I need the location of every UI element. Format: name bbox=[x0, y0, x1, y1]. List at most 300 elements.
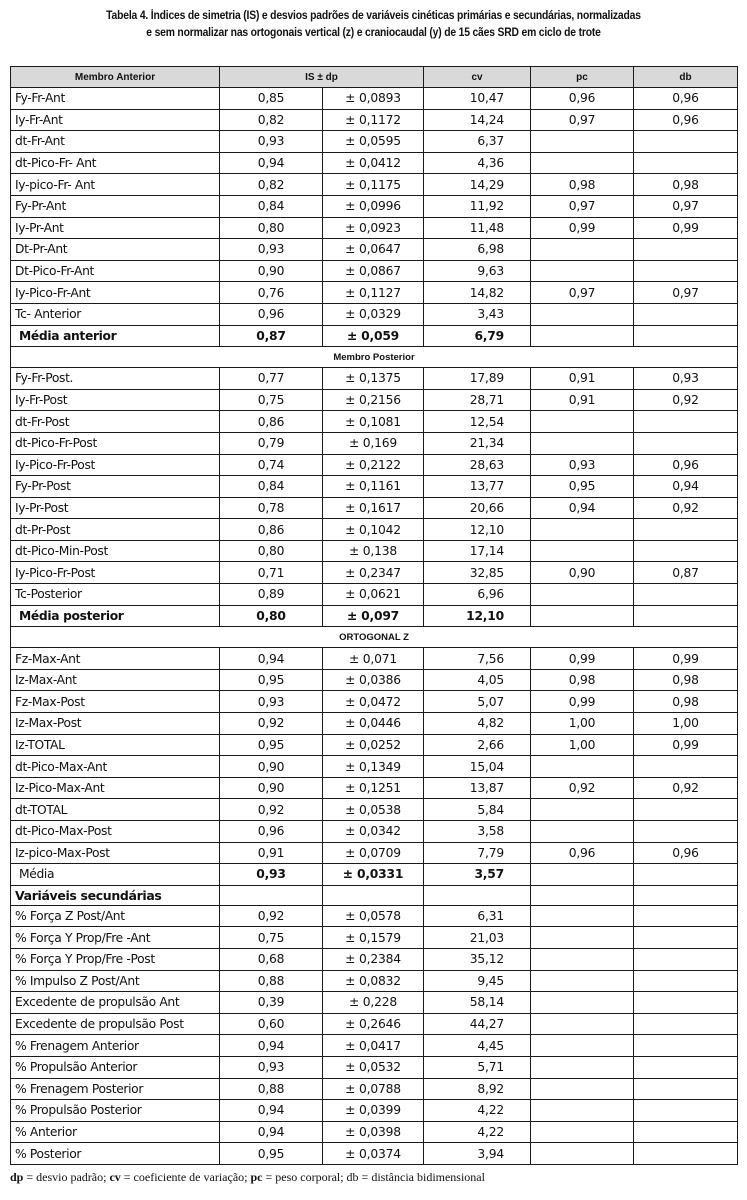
section-title: ORTOGONAL Z bbox=[11, 627, 738, 648]
cv-value: 7,79 bbox=[424, 842, 531, 864]
dp-value: ± 0,2347 bbox=[323, 562, 424, 584]
row-label: % Anterior bbox=[11, 1121, 220, 1143]
cv-value: 3,57 bbox=[424, 864, 531, 886]
db-value: 0,98 bbox=[634, 174, 738, 196]
table-row bbox=[11, 799, 738, 821]
is-value: 0,82 bbox=[220, 109, 323, 131]
pc-value bbox=[531, 1035, 634, 1057]
empty-cell bbox=[424, 885, 531, 905]
pc-value bbox=[531, 260, 634, 282]
cv-value: 44,27 bbox=[424, 1013, 531, 1035]
pc-value bbox=[531, 905, 634, 927]
db-value bbox=[634, 260, 738, 282]
dp-value: ± 0,0867 bbox=[323, 260, 424, 282]
row-label: % Força Y Prop/Fre -Post bbox=[11, 948, 220, 970]
cv-value: 14,82 bbox=[424, 282, 531, 304]
row-label: Fy-Fr-Post. bbox=[11, 368, 220, 390]
db-value bbox=[634, 1100, 738, 1122]
table-row bbox=[11, 239, 738, 261]
db-value bbox=[634, 303, 738, 325]
dp-value: ± 0,0342 bbox=[323, 821, 424, 843]
cv-value: 10,47 bbox=[424, 88, 531, 110]
table-row bbox=[11, 260, 738, 282]
db-value bbox=[634, 239, 738, 261]
db-value: 0,99 bbox=[634, 648, 738, 670]
dp-value: ± 0,1375 bbox=[323, 368, 424, 390]
header-pc: pc bbox=[531, 67, 634, 88]
cv-value: 28,71 bbox=[424, 389, 531, 411]
row-label: dt-Pico-Max-Ant bbox=[11, 756, 220, 778]
pc-value bbox=[531, 605, 634, 627]
cv-value: 28,63 bbox=[424, 454, 531, 476]
caption-line-1: Tabela 4. Índices de simetria (IS) e desvios padrões de variáveis cinéticas primárias e secundárias, normalizadas bbox=[106, 10, 641, 22]
table-row bbox=[11, 1056, 738, 1078]
table-row bbox=[11, 1078, 738, 1100]
pc-value bbox=[531, 411, 634, 433]
cv-value: 9,63 bbox=[424, 260, 531, 282]
row-label: dt-Pr-Post bbox=[11, 519, 220, 541]
db-value: 0,92 bbox=[634, 389, 738, 411]
cv-value: 9,45 bbox=[424, 970, 531, 992]
cv-value: 15,04 bbox=[424, 756, 531, 778]
pc-value: 0,96 bbox=[531, 842, 634, 864]
pc-value bbox=[531, 432, 634, 454]
cv-value: 21,03 bbox=[424, 927, 531, 949]
dp-value: ± 0,0331 bbox=[323, 864, 424, 886]
db-value bbox=[634, 1078, 738, 1100]
dp-value: ± 0,0923 bbox=[323, 217, 424, 239]
db-value bbox=[634, 864, 738, 886]
db-value bbox=[634, 605, 738, 627]
pc-value: 0,91 bbox=[531, 389, 634, 411]
pc-value bbox=[531, 239, 634, 261]
dp-value: ± 0,0412 bbox=[323, 152, 424, 174]
dp-value: ± 0,1081 bbox=[323, 411, 424, 433]
db-value bbox=[634, 799, 738, 821]
pc-value: 0,98 bbox=[531, 669, 634, 691]
row-label: % Propulsão Posterior bbox=[11, 1100, 220, 1122]
is-value: 0,89 bbox=[220, 584, 323, 606]
dp-value: ± 0,2156 bbox=[323, 389, 424, 411]
table-row bbox=[11, 713, 738, 735]
dp-value: ± 0,0578 bbox=[323, 905, 424, 927]
db-value: 0,92 bbox=[634, 497, 738, 519]
cv-value: 5,71 bbox=[424, 1056, 531, 1078]
pc-value bbox=[531, 970, 634, 992]
table-body bbox=[11, 88, 738, 1165]
is-value: 0,80 bbox=[220, 540, 323, 562]
pc-value bbox=[531, 948, 634, 970]
pc-value: 0,97 bbox=[531, 195, 634, 217]
cv-value: 4,82 bbox=[424, 713, 531, 735]
table-row bbox=[11, 217, 738, 239]
dp-value: ± 0,0399 bbox=[323, 1100, 424, 1122]
row-label: dt-Fr-Ant bbox=[11, 131, 220, 153]
cv-value: 14,24 bbox=[424, 109, 531, 131]
row-label: % Propulsão Anterior bbox=[11, 1056, 220, 1078]
dp-value: ± 0,0621 bbox=[323, 584, 424, 606]
pc-value: 0,99 bbox=[531, 648, 634, 670]
cv-value: 13,87 bbox=[424, 777, 531, 799]
table-row bbox=[11, 540, 738, 562]
db-value: 0,99 bbox=[634, 734, 738, 756]
dp-value: ± 0,0386 bbox=[323, 669, 424, 691]
table-row bbox=[11, 432, 738, 454]
table-row bbox=[11, 519, 738, 541]
pc-value: 0,96 bbox=[531, 88, 634, 110]
dp-value: ± 0,0996 bbox=[323, 195, 424, 217]
dp-value: ± 0,0398 bbox=[323, 1121, 424, 1143]
is-value: 0,94 bbox=[220, 1100, 323, 1122]
is-value: 0,96 bbox=[220, 821, 323, 843]
row-label: Iz-pico-Max-Post bbox=[11, 842, 220, 864]
db-value bbox=[634, 970, 738, 992]
row-label: Fz-Max-Ant bbox=[11, 648, 220, 670]
row-label: Fy-Pr-Ant bbox=[11, 195, 220, 217]
pc-value bbox=[531, 864, 634, 886]
db-value bbox=[634, 1035, 738, 1057]
row-label: Iz-Pico-Max-Ant bbox=[11, 777, 220, 799]
db-value: 0,93 bbox=[634, 368, 738, 390]
is-value: 0,87 bbox=[220, 325, 323, 347]
cv-value: 6,31 bbox=[424, 905, 531, 927]
pc-value bbox=[531, 540, 634, 562]
pc-value: 0,98 bbox=[531, 174, 634, 196]
db-value bbox=[634, 1013, 738, 1035]
is-value: 0,84 bbox=[220, 195, 323, 217]
is-value: 0,90 bbox=[220, 756, 323, 778]
cv-value: 11,92 bbox=[424, 195, 531, 217]
is-value: 0,90 bbox=[220, 777, 323, 799]
row-label: Tc- Anterior bbox=[11, 303, 220, 325]
db-value: 0,97 bbox=[634, 282, 738, 304]
table-row bbox=[11, 562, 738, 584]
row-label: Média anterior bbox=[11, 325, 220, 347]
footnote-dp-def: = desvio padrão; bbox=[23, 1170, 110, 1184]
cv-value: 35,12 bbox=[424, 948, 531, 970]
is-value: 0,95 bbox=[220, 1143, 323, 1165]
table-row bbox=[11, 756, 738, 778]
table-row bbox=[11, 1013, 738, 1035]
db-value: 0,96 bbox=[634, 88, 738, 110]
table-row bbox=[11, 691, 738, 713]
is-value: 0,94 bbox=[220, 1035, 323, 1057]
dp-value: ± 0,0788 bbox=[323, 1078, 424, 1100]
db-value bbox=[634, 948, 738, 970]
section-title: Membro Posterior bbox=[11, 347, 738, 368]
row-label: dt-Pico-Min-Post bbox=[11, 540, 220, 562]
is-value: 0,71 bbox=[220, 562, 323, 584]
table-row bbox=[11, 1100, 738, 1122]
cv-value: 17,89 bbox=[424, 368, 531, 390]
row-label: Excedente de propulsão Ant bbox=[11, 992, 220, 1014]
cv-value: 21,34 bbox=[424, 432, 531, 454]
row-label: Iz-Max-Post bbox=[11, 713, 220, 735]
section-variaveis-secundarias bbox=[11, 885, 738, 905]
pc-value: 0,94 bbox=[531, 497, 634, 519]
row-label: Iy-Pico-Fr-Post bbox=[11, 562, 220, 584]
is-value: 0,68 bbox=[220, 948, 323, 970]
cv-value: 14,29 bbox=[424, 174, 531, 196]
table-row bbox=[11, 454, 738, 476]
footnote-pc-abbr: pc bbox=[250, 1170, 263, 1184]
table-row bbox=[11, 131, 738, 153]
dp-value: ± 0,0252 bbox=[323, 734, 424, 756]
table-row bbox=[11, 282, 738, 304]
cv-value: 12,10 bbox=[424, 605, 531, 627]
symmetry-index-table bbox=[10, 66, 738, 1165]
pc-value bbox=[531, 1143, 634, 1165]
row-label: dt-Pico-Fr- Ant bbox=[11, 152, 220, 174]
table-row bbox=[11, 669, 738, 691]
header-membro-anterior: Membro Anterior bbox=[11, 67, 220, 88]
is-value: 0,80 bbox=[220, 217, 323, 239]
db-value bbox=[634, 927, 738, 949]
row-label: dt-Pico-Max-Post bbox=[11, 821, 220, 843]
row-label: dt-TOTAL bbox=[11, 799, 220, 821]
cv-value: 3,94 bbox=[424, 1143, 531, 1165]
section-ortogonal-z bbox=[11, 627, 738, 648]
is-value: 0,94 bbox=[220, 1121, 323, 1143]
dp-value: ± 0,1042 bbox=[323, 519, 424, 541]
db-value bbox=[634, 432, 738, 454]
table-row bbox=[11, 905, 738, 927]
cv-value: 13,77 bbox=[424, 476, 531, 498]
row-label: % Frenagem Anterior bbox=[11, 1035, 220, 1057]
dp-value: ± 0,1617 bbox=[323, 497, 424, 519]
row-label: Fy-Fr-Ant bbox=[11, 88, 220, 110]
dp-value: ± 0,0595 bbox=[323, 131, 424, 153]
cv-value: 4,22 bbox=[424, 1100, 531, 1122]
dp-value: ± 0,0532 bbox=[323, 1056, 424, 1078]
row-label: Iy-Pico-Fr-Post bbox=[11, 454, 220, 476]
row-label: Iy-Pico-Fr-Ant bbox=[11, 282, 220, 304]
empty-cell bbox=[323, 885, 424, 905]
cv-value: 12,10 bbox=[424, 519, 531, 541]
footnote-cv-abbr: cv bbox=[109, 1170, 121, 1184]
table-caption bbox=[37, 8, 709, 42]
dp-value: ± 0,0832 bbox=[323, 970, 424, 992]
table-row bbox=[11, 109, 738, 131]
dp-value: ± 0,1127 bbox=[323, 282, 424, 304]
dp-value: ± 0,0374 bbox=[323, 1143, 424, 1165]
row-label: Iy-Pr-Post bbox=[11, 497, 220, 519]
cv-value: 2,66 bbox=[424, 734, 531, 756]
db-value bbox=[634, 1143, 738, 1165]
row-label: Iy-Fr-Post bbox=[11, 389, 220, 411]
table-row bbox=[11, 734, 738, 756]
pc-value bbox=[531, 152, 634, 174]
dp-value: ± 0,0538 bbox=[323, 799, 424, 821]
dp-value: ± 0,169 bbox=[323, 432, 424, 454]
is-value: 0,95 bbox=[220, 669, 323, 691]
is-value: 0,82 bbox=[220, 174, 323, 196]
is-value: 0,86 bbox=[220, 411, 323, 433]
dp-value: ± 0,228 bbox=[323, 992, 424, 1014]
dp-value: ± 0,059 bbox=[323, 325, 424, 347]
pc-value bbox=[531, 325, 634, 347]
dp-value: ± 0,0472 bbox=[323, 691, 424, 713]
table-row bbox=[11, 777, 738, 799]
table-row bbox=[11, 195, 738, 217]
dp-value: ± 0,0647 bbox=[323, 239, 424, 261]
db-value: 0,96 bbox=[634, 842, 738, 864]
db-value bbox=[634, 1056, 738, 1078]
empty-cell bbox=[220, 885, 323, 905]
is-value: 0,94 bbox=[220, 152, 323, 174]
row-label: % Força Z Post/Ant bbox=[11, 905, 220, 927]
row-label: dt-Fr-Post bbox=[11, 411, 220, 433]
pc-value bbox=[531, 821, 634, 843]
empty-cell bbox=[634, 885, 738, 905]
pc-value bbox=[531, 1013, 634, 1035]
pc-value bbox=[531, 303, 634, 325]
cv-value: 4,45 bbox=[424, 1035, 531, 1057]
row-label: Excedente de propulsão Post bbox=[11, 1013, 220, 1035]
pc-value bbox=[531, 992, 634, 1014]
table-row bbox=[11, 821, 738, 843]
cv-value: 32,85 bbox=[424, 562, 531, 584]
header-cv: cv bbox=[424, 67, 531, 88]
table-row bbox=[11, 476, 738, 498]
row-label: dt-Pico-Fr-Post bbox=[11, 432, 220, 454]
footnote-dp-abbr: dp bbox=[10, 1170, 24, 1184]
row-label: Fy-Pr-Post bbox=[11, 476, 220, 498]
is-value: 0,96 bbox=[220, 303, 323, 325]
table-row bbox=[11, 648, 738, 670]
is-value: 0,93 bbox=[220, 691, 323, 713]
cv-value: 5,07 bbox=[424, 691, 531, 713]
db-value: 0,98 bbox=[634, 669, 738, 691]
dp-value: ± 0,1175 bbox=[323, 174, 424, 196]
is-value: 0,39 bbox=[220, 992, 323, 1014]
media-anterior-row bbox=[11, 325, 738, 347]
row-label: Iz-TOTAL bbox=[11, 734, 220, 756]
db-value bbox=[634, 131, 738, 153]
db-value: 0,87 bbox=[634, 562, 738, 584]
cv-value: 6,37 bbox=[424, 131, 531, 153]
db-value: 0,99 bbox=[634, 217, 738, 239]
is-value: 0,60 bbox=[220, 1013, 323, 1035]
is-value: 0,78 bbox=[220, 497, 323, 519]
row-label: Média posterior bbox=[11, 605, 220, 627]
is-value: 0,93 bbox=[220, 1056, 323, 1078]
is-value: 0,77 bbox=[220, 368, 323, 390]
pc-value bbox=[531, 131, 634, 153]
row-label: Tc-Posterior bbox=[11, 584, 220, 606]
table-row bbox=[11, 842, 738, 864]
db-value: 0,94 bbox=[634, 476, 738, 498]
row-label: Iy-Pr-Ant bbox=[11, 217, 220, 239]
is-value: 0,91 bbox=[220, 842, 323, 864]
cv-value: 6,79 bbox=[424, 325, 531, 347]
pc-value bbox=[531, 1100, 634, 1122]
pc-value: 0,97 bbox=[531, 109, 634, 131]
row-label: % Posterior bbox=[11, 1143, 220, 1165]
table-row bbox=[11, 174, 738, 196]
pc-value bbox=[531, 1121, 634, 1143]
dp-value: ± 0,0417 bbox=[323, 1035, 424, 1057]
cv-value: 20,66 bbox=[424, 497, 531, 519]
cv-value: 11,48 bbox=[424, 217, 531, 239]
media-posterior-row bbox=[11, 605, 738, 627]
table-row bbox=[11, 368, 738, 390]
pc-value: 0,91 bbox=[531, 368, 634, 390]
is-value: 0,93 bbox=[220, 131, 323, 153]
dp-value: ± 0,2122 bbox=[323, 454, 424, 476]
dp-value: ± 0,138 bbox=[323, 540, 424, 562]
db-value: 0,92 bbox=[634, 777, 738, 799]
db-value bbox=[634, 905, 738, 927]
table-row bbox=[11, 303, 738, 325]
cv-value: 5,84 bbox=[424, 799, 531, 821]
footnote-pc-def: = peso corporal; db = distância bidimensional bbox=[262, 1170, 485, 1184]
is-value: 0,74 bbox=[220, 454, 323, 476]
empty-cell bbox=[531, 885, 634, 905]
is-value: 0,79 bbox=[220, 432, 323, 454]
table-row bbox=[11, 1143, 738, 1165]
is-value: 0,92 bbox=[220, 905, 323, 927]
cv-value: 12,54 bbox=[424, 411, 531, 433]
is-value: 0,92 bbox=[220, 799, 323, 821]
cv-value: 8,92 bbox=[424, 1078, 531, 1100]
pc-value bbox=[531, 519, 634, 541]
dp-value: ± 0,0446 bbox=[323, 713, 424, 735]
row-label: % Impulso Z Post/Ant bbox=[11, 970, 220, 992]
row-label: Dt-Pico-Fr-Ant bbox=[11, 260, 220, 282]
is-value: 0,80 bbox=[220, 605, 323, 627]
is-value: 0,88 bbox=[220, 970, 323, 992]
table-footnote bbox=[10, 1170, 485, 1185]
table-header-row bbox=[11, 67, 738, 88]
pc-value: 0,95 bbox=[531, 476, 634, 498]
cv-value: 6,98 bbox=[424, 239, 531, 261]
pc-value bbox=[531, 927, 634, 949]
db-value bbox=[634, 411, 738, 433]
cv-value: 4,36 bbox=[424, 152, 531, 174]
db-value: 0,98 bbox=[634, 691, 738, 713]
table-row bbox=[11, 88, 738, 110]
row-label: % Força Y Prop/Fre -Ant bbox=[11, 927, 220, 949]
dp-value: ± 0,0893 bbox=[323, 88, 424, 110]
pc-value: 0,92 bbox=[531, 777, 634, 799]
header-is-dp: IS ± dp bbox=[220, 67, 424, 88]
is-value: 0,95 bbox=[220, 734, 323, 756]
db-value bbox=[634, 519, 738, 541]
db-value bbox=[634, 540, 738, 562]
table-row bbox=[11, 497, 738, 519]
cv-value: 4,05 bbox=[424, 669, 531, 691]
cv-value: 3,58 bbox=[424, 821, 531, 843]
pc-value: 1,00 bbox=[531, 713, 634, 735]
is-value: 0,75 bbox=[220, 927, 323, 949]
table-row bbox=[11, 1035, 738, 1057]
is-value: 0,92 bbox=[220, 713, 323, 735]
db-value bbox=[634, 756, 738, 778]
pc-value: 0,99 bbox=[531, 691, 634, 713]
row-label: Dt-Pr-Ant bbox=[11, 239, 220, 261]
row-label: Média bbox=[11, 864, 220, 886]
is-value: 0,93 bbox=[220, 864, 323, 886]
table-row bbox=[11, 927, 738, 949]
db-value bbox=[634, 1121, 738, 1143]
cv-value: 4,22 bbox=[424, 1121, 531, 1143]
dp-value: ± 0,1251 bbox=[323, 777, 424, 799]
section-membro-posterior bbox=[11, 347, 738, 368]
pc-value: 0,99 bbox=[531, 217, 634, 239]
pc-value: 1,00 bbox=[531, 734, 634, 756]
dp-value: ± 0,2646 bbox=[323, 1013, 424, 1035]
